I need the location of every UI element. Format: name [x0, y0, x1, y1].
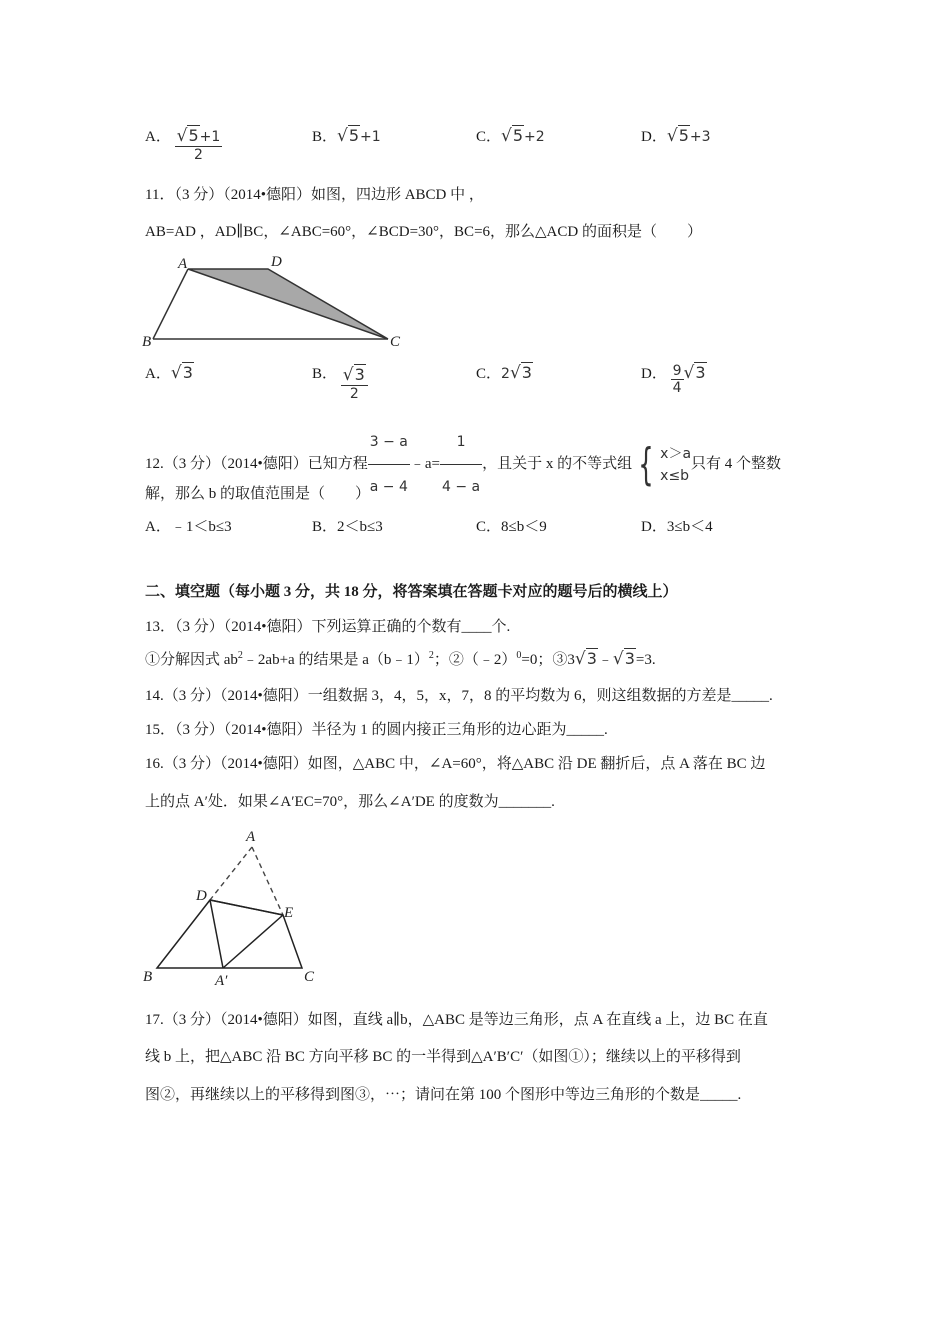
q12-inequality-system: x＞a x≤b [660, 445, 692, 484]
q11-figure [140, 252, 410, 352]
q12-line2: 解，那么 b 的取值范围是（ ） [145, 486, 371, 502]
q16-label-c: C [304, 969, 315, 985]
q10-option-c: C．√5+2 [476, 126, 545, 146]
q12-line1: 12.（3 分）（2014•德阳）已知方程 $\frac{3 - a}{a - 4}$ ﹣a= $\frac{1}{4 - a}$ ，且关于 x 的不等式组 { x＞a x≤b 只有 4 个整数 [145, 420, 781, 509]
q16-segment-ea [223, 915, 283, 968]
q16-outline [157, 900, 302, 968]
q12-fraction-1: $\frac{3 - a}{a - 4}$ [368, 420, 410, 509]
q11-option-d-fraction: $\frac{9}{4}$ [672, 363, 682, 396]
q11-option-d: D． $\frac{9}{4}$ √3 [641, 363, 706, 396]
q11-option-b-fraction: $\frac{√3}{2}$ [341, 365, 368, 402]
q11-segment-ab [153, 269, 188, 339]
q16-segment-da [210, 900, 223, 968]
q12-option-a: A．﹣1＜b≤3 [145, 519, 232, 535]
q11-label-b: B [142, 334, 152, 350]
q16-line2: 上的点 A′处．如果∠A′EC=70°，那么∠A′DE 的度数为_______. [145, 794, 555, 810]
q10-option-a: A． $\frac{√5+1}{2}$ [145, 126, 221, 163]
q11-label-a: A [178, 256, 188, 272]
q11-option-c: C．2√3 [476, 363, 532, 383]
q11-label-d: D [271, 254, 282, 270]
q13-line2: ①分解因式 $ab^2﹣2ab+a$ 的结果是 a（b﹣1）$^2$；②（﹣2）$^0$=0；③3√3﹣√3=3. [145, 649, 656, 669]
q16-dashed-ae [252, 847, 283, 915]
q10-option-a-fraction: $\frac{√5+1}{2}$ [176, 126, 221, 163]
q16-label-a-prime: A′ [215, 973, 228, 989]
q11-shaded-triangle [188, 269, 388, 339]
q17-line2: 线 b 上，把△ABC 沿 BC 方向平移 BC 的一半得到△A′B′C′（如图①）；继续以上的平移得到 [145, 1049, 741, 1065]
q12-option-c: C．8≤b＜9 [476, 519, 547, 535]
q16-figure [140, 825, 330, 990]
q17-line3: 图②，再继续以上的平移得到图③，⋯；请问在第 100 个图形中等边三角形的个数是_____. [145, 1087, 742, 1103]
q14-line: 14.（3 分）（2014•德阳）一组数据 3，4，5，x，7，8 的平均数为 6，则这组数据的方差是_____. [145, 688, 773, 704]
q11-line1: 11．（3 分）（2014•德阳）如图，四边形 ABCD 中 ， [145, 187, 484, 203]
q15-line: 15．（3 分）（2014•德阳）半径为 1 的圆内接正三角形的边心距为_____. [145, 722, 608, 738]
q12-option-b: B．2＜b≤3 [312, 519, 383, 535]
q10-option-b: B．√5+1 [312, 126, 381, 146]
q11-option-b: B． $\frac{√3}{2}$ [312, 362, 368, 402]
q16-line1: 16.（3 分）（2014•德阳）如图，△ABC 中，∠A=60°，将△ABC 沿 DE 翻折后，点 A 落在 BC 边 [145, 756, 766, 772]
q17-line1: 17.（3 分）（2014•德阳）如图，直线 a∥b，△ABC 是等边三角形，点 A 在直线 a 上，边 BC 在直 [145, 1012, 768, 1028]
q10-option-d: D．√5+3 [641, 126, 711, 146]
q13-line1: 13．（3 分）（2014•德阳）下列运算正确的个数有____个. [145, 619, 511, 635]
q16-segment-de [210, 900, 283, 915]
q11-option-a: A．√3 [145, 363, 193, 383]
q12-fraction-2: $\frac{1}{4 - a}$ [440, 420, 482, 509]
q12-option-d: D．3≤b＜4 [641, 519, 713, 535]
q16-dashed-ad [210, 847, 252, 900]
q16-label-d: D [196, 888, 207, 904]
q16-label-b: B [143, 969, 153, 985]
left-brace-icon: { [638, 438, 654, 490]
q16-label-e: E [284, 905, 294, 921]
q16-label-a: A [246, 829, 256, 845]
q11-line2: AB=AD ，AD∥BC，∠ABC=60°，∠BCD=30°，BC=6，那么△ACD 的面积是（ ） [145, 224, 702, 240]
q11-label-c: C [390, 334, 401, 350]
section-2-heading: 二、填空题（每小题 3 分，共 18 分，将答案填在答题卡对应的题号后的横线上） [145, 584, 678, 600]
